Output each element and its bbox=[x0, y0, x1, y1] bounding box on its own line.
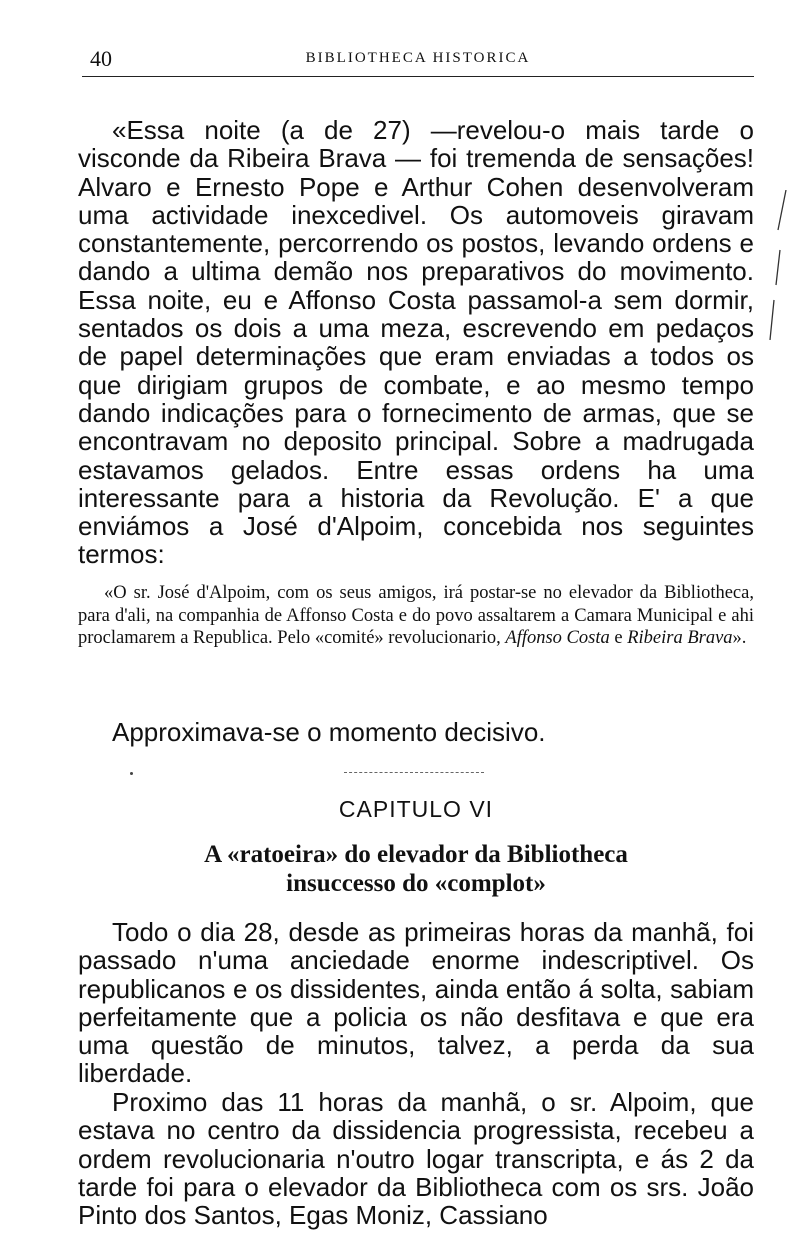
chapter-title bbox=[78, 840, 754, 898]
block-quote bbox=[78, 582, 754, 650]
section-separator bbox=[344, 772, 484, 773]
quote-end: ». bbox=[732, 628, 747, 648]
page-header bbox=[82, 44, 754, 77]
quote-signature-1: Affonso Costa bbox=[505, 628, 610, 648]
margin-pencil-mark bbox=[764, 190, 790, 340]
body-paragraph-3: Todo o dia 28, desde as primeiras horas da manhã, foi passado n'uma anciedade enorme indescriptivel. Os republicanos e os dissidentes, ainda então á solta, sabiam perfeitamente que a policia os não desfitava e que era uma questão de minutos, talvez, a perda da sua liberdade. bbox=[78, 917, 754, 1089]
page-number: 40 bbox=[90, 46, 112, 71]
chapter-title-line-1: A «ratoeira» do elevador da Bibliotheca bbox=[204, 841, 628, 868]
running-title: BIBLIOTHECA HISTORICA bbox=[305, 50, 531, 66]
body-paragraph-2: Approximava-se o momento decisivo. bbox=[112, 717, 546, 747]
body-paragraph-4: Proximo das 11 horas da manhã, o sr. Alpoim, que estava no centro da dissidencia progressista, recebeu a ordem revolucionaria n'outro logar transcripta, e ás 2 da tarde foi para o elevador da Bibliotheca com os srs. João Pinto dos Santos, Egas Moniz, Cassiano bbox=[78, 1087, 754, 1231]
chapter-label: CAPITULO VI bbox=[338, 796, 494, 822]
quote-signature-2: Ribeira Brava bbox=[627, 628, 733, 648]
quote-and: e bbox=[609, 628, 628, 648]
body-paragraph-1: «Essa noite (a de 27) —revelou-o mais tarde o visconde da Ribeira Brava — foi tremenda de sensações! Alvaro e Ernesto Pope e Arthur Cohen desenvolveram uma actividade inexcedivel. Os automoveis giravam constantemente, percorrendo os postos, levando ordens e dando a ultima demão nos preparativos do movimento. Essa noite, eu e Affonso Costa passamol-a sem dormir, sentados os dois a uma meza, escrevendo em pedaços de papel determinações que eram enviadas a todos os que dirigiam grupos de combate, e ao mesmo tempo dando indicações para o fornecimento de armas, que se encontravam no deposito principal. Sobre a madrugada estavamos gelados. Entre essas ordens ha uma interessante para a historia da Revolução. E' a que enviámos a José d'Alpoim, concebida nos seguintes termos: bbox=[78, 115, 754, 570]
stray-dot bbox=[130, 772, 133, 775]
quote-text: «O sr. José d'Alpoim, com os seus amigos, irá postar-se no elevador da Bibliotheca, para d'ali, na companhia de Affonso Costa e do povo assaltarem a Camara Municipal e ahi proclamarem a Republica. Pelo «comité» revolucionario, bbox=[78, 583, 754, 648]
chapter-title-line-2: insuccesso do «complot» bbox=[286, 870, 546, 897]
